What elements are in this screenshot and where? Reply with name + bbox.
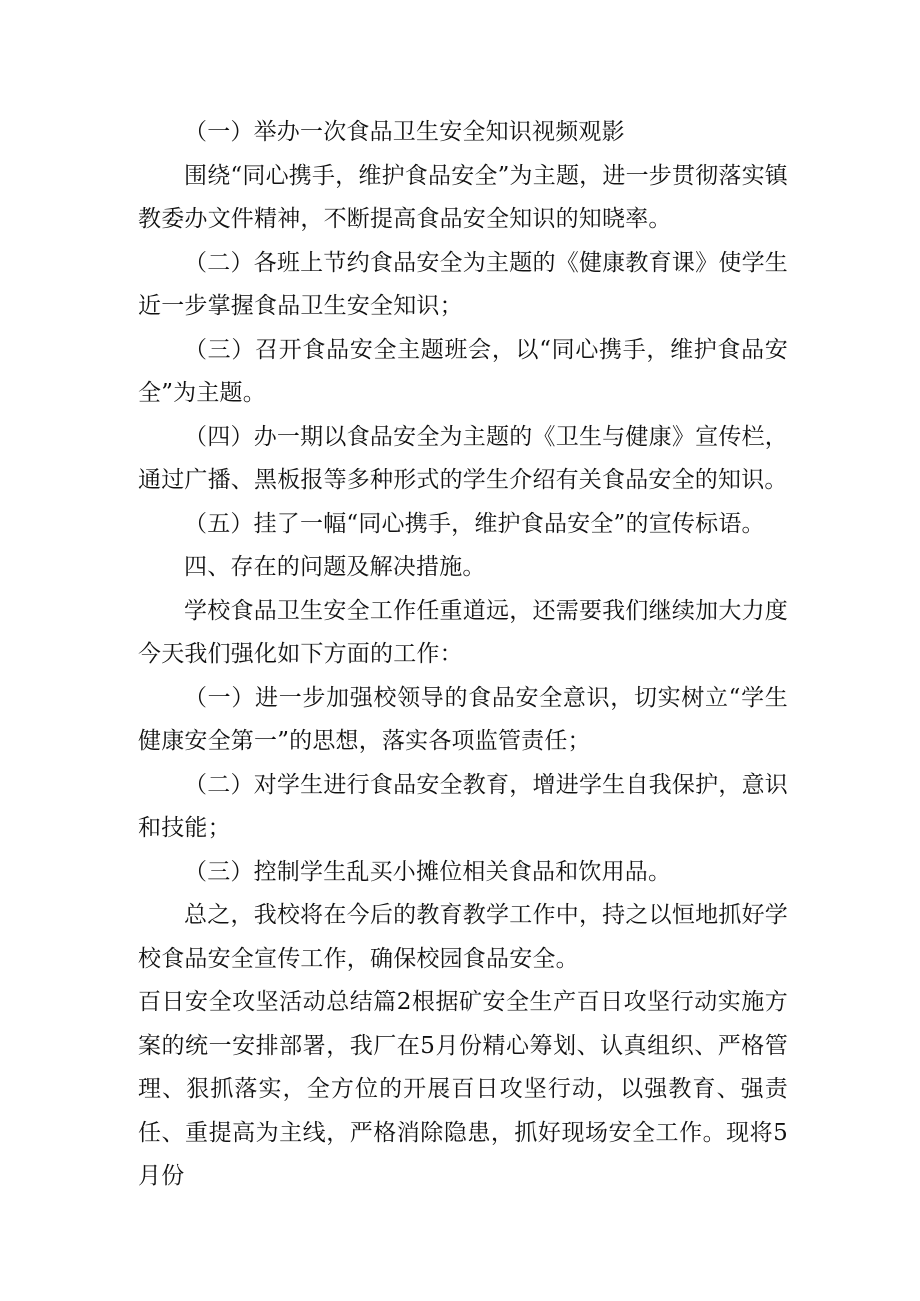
paragraph-activity-3: （三）召开食品安全主题班会，以“同心携手，维护食品安全”为主题。 — [138, 336, 788, 406]
paragraph-measure-2: （二）对学生进行食品安全教育，增进学生自我保护，意识和技能； — [138, 771, 788, 841]
paragraph-measure-3: （三）控制学生乱买小摊位相关食品和饮用品。 — [184, 858, 672, 885]
paragraph-theme: 围绕“同心携手，维护食品安全”为主题，进一步贯彻落实镇教委办文件精神，不断提高食品安全知识的知晓率。 — [138, 162, 788, 232]
document-body — [138, 111, 788, 1199]
paragraph-problems-intro: 学校食品卫生安全工作任重道远，还需要我们继续加大力度今天我们强化如下方面的工作： — [138, 597, 788, 667]
section-heading-problems: 四、存在的问题及解决措施。 — [184, 554, 486, 580]
paragraph-activity-4: （四）办一期以食品安全为主题的《卫生与健康》宣传栏，通过广播、黑板报等多种形式的学生介绍有关食品安全的知识。 — [138, 423, 788, 493]
paragraph-activity-1: （一）举办一次食品卫生安全知识视频观影 — [184, 119, 625, 145]
paragraph-activity-5: （五）挂了一幅“同心携手，维护食品安全”的宣传标语。 — [184, 510, 765, 537]
paragraph-conclusion: 总之，我校将在今后的教育教学工作中，持之以恒地抓好学校食品安全宣传工作，确保校园食品安全。 — [138, 902, 788, 972]
paragraph-activity-2: （二）各班上节约食品安全为主题的《健康教育课》使学生近一步掌握食品卫生安全知识； — [138, 249, 788, 319]
paragraph-summary-2: 百日安全攻坚活动总结篇2根据矿安全生产百日攻坚行动实施方案的统一安排部署，我厂在5月份精心筹划、认真组织、严格管理、狠抓落实，全方位的开展百日攻坚行动，以强教育、强责任、重提高为主线，严格消除隐患，抓好现场安全工作。现将5月份 — [138, 989, 788, 1189]
paragraph-measure-1: （一）进一步加强校领导的食品安全意识，切实树立“学生健康安全第一”的思想，落实各项监管责任； — [138, 684, 788, 754]
